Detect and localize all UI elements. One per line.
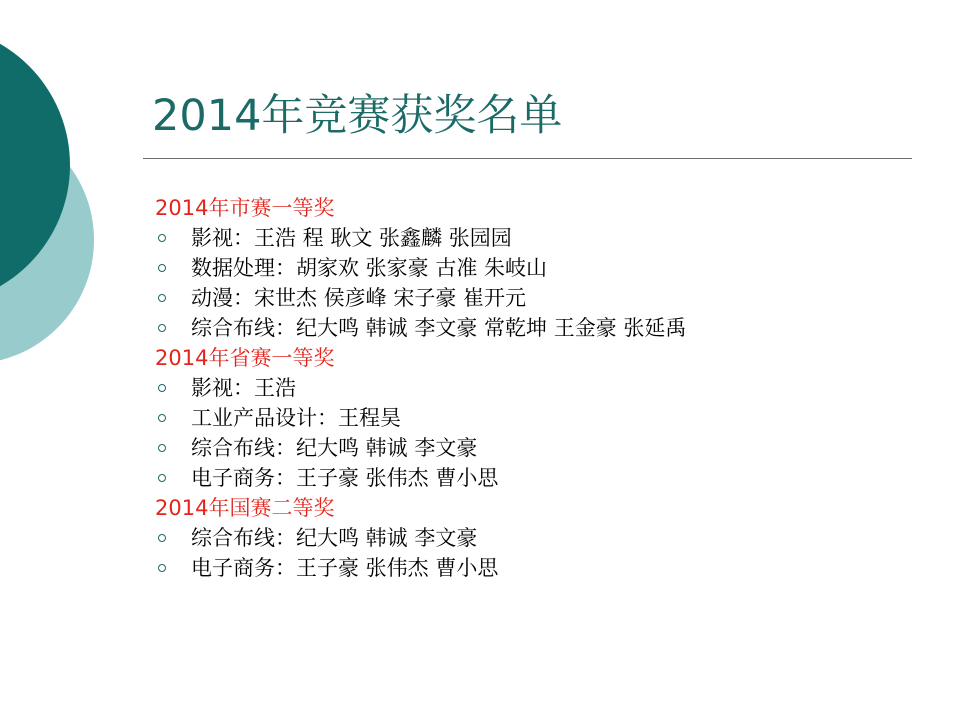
list-item (155, 253, 915, 283)
circle-outline-icon (158, 444, 166, 452)
circle-outline-icon (158, 324, 166, 332)
list-item (155, 523, 915, 553)
list-item-text: 影视：王浩 (191, 376, 296, 400)
list-item (155, 373, 915, 403)
list-item (155, 553, 915, 583)
list-item-text: 电子商务：王子豪 张伟杰 曹小思 (191, 556, 499, 580)
circle-outline-icon (158, 234, 166, 242)
list-item (155, 223, 915, 253)
list-item (155, 403, 915, 433)
list-item-text: 综合布线：纪大鸣 韩诚 李文豪 常乾坤 王金豪 张延禹 (191, 316, 687, 340)
circle-outline-icon (158, 264, 166, 272)
circle-outline-icon (158, 534, 166, 542)
circle-outline-icon (158, 384, 166, 392)
slide-title: 2014年竞赛获奖名单 (152, 91, 563, 141)
list-item-text: 数据处理：胡家欢 张家豪 古准 朱岐山 (191, 256, 548, 280)
section-heading-city-first-prize: 2014年市赛一等奖 (155, 196, 335, 220)
list-item-text: 综合布线：纪大鸣 韩诚 李文豪 (191, 436, 478, 460)
list-item-text: 综合布线：纪大鸣 韩诚 李文豪 (191, 526, 478, 550)
award-list (155, 193, 915, 583)
list-item-text: 工业产品设计：王程昊 (191, 406, 401, 430)
list-item (155, 433, 915, 463)
list-item (155, 283, 915, 313)
circle-outline-icon (158, 294, 166, 302)
list-item (155, 463, 915, 493)
circle-outline-icon (158, 414, 166, 422)
title-divider (143, 158, 912, 159)
list-item-text: 动漫：宋世杰 侯彦峰 宋子豪 崔开元 (191, 286, 527, 310)
list-item-text: 电子商务：王子豪 张伟杰 曹小思 (191, 466, 499, 490)
list-item-text: 影视：王浩 程 耿文 张鑫麟 张园园 (191, 226, 512, 250)
decorative-circles (0, 0, 120, 400)
circle-outline-icon (158, 474, 166, 482)
section-heading-national-second-prize: 2014年国赛二等奖 (155, 496, 335, 520)
list-item (155, 313, 915, 343)
section-heading-province-first-prize: 2014年省赛一等奖 (155, 346, 335, 370)
circle-outline-icon (158, 564, 166, 572)
